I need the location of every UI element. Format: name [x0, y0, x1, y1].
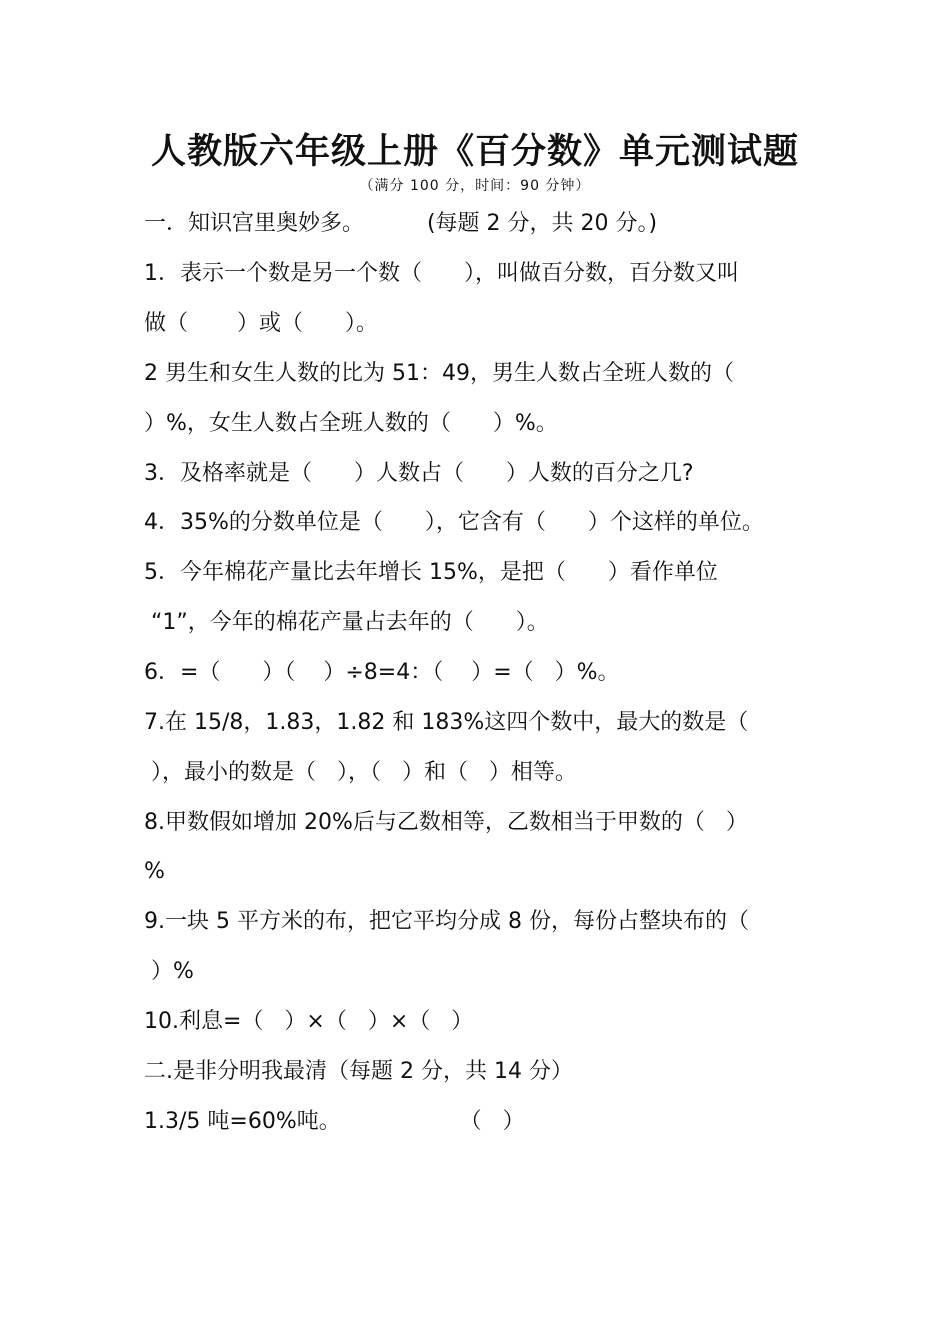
question-7-line-2: ），最小的数是（ ），（ ）和（ ）相等。	[144, 760, 577, 785]
section-two-heading: 二.是非分明我最清（每题 2 分，共 14 分）	[144, 1059, 573, 1084]
question-2-line-2: ）%，女生人数占全班人数的（ ）%。	[144, 411, 558, 436]
question-10: 10.利息=（ ）×（ ）×（ ）	[144, 1009, 474, 1034]
question-9-line-2: ）%	[144, 959, 194, 984]
question-6: 6．=（ ）（ ）÷8=4：（ ）=（ ）%。	[144, 660, 620, 685]
document-subtitle: （满分 100 分，时间：90 分钟）	[359, 178, 591, 194]
section-one-heading: 一．知识宫里奥妙多。 (每题 2 分，共 20 分。)	[144, 211, 658, 236]
question-8-line-2: %	[144, 859, 165, 884]
question-8-line-1: 8.甲数假如增加 20%后与乙数相等，乙数相当于甲数的（ ）	[144, 810, 748, 835]
question-9-line-1: 9.一块 5 平方米的布，把它平均分成 8 份，每份占整块布的（	[144, 909, 749, 934]
question-5-line-2: “1”，今年的棉花产量占去年的（ ）。	[144, 610, 549, 635]
true-false-question-1: 1.3/5 吨=60%吨。 （ ）	[144, 1109, 525, 1134]
question-4: 4．35%的分数单位是（ ），它含有（ ）个这样的单位。	[144, 510, 764, 535]
question-3: 3．及格率就是（ ）人数占（ ）人数的百分之几?	[144, 461, 694, 486]
question-2-line-1: 2 男生和女生人数的比为 51：49，男生人数占全班人数的（	[144, 361, 734, 386]
question-1-line-1: 1．表示一个数是另一个数（ ），叫做百分数，百分数又叫	[144, 261, 739, 286]
question-7-line-1: 7.在 15/8，1.83，1.82 和 183%这四个数中，最大的数是（	[144, 710, 749, 735]
document-title: 人教版六年级上册《百分数》单元测试题	[150, 132, 799, 172]
question-1-line-2: 做（ ）或（ ）。	[144, 311, 378, 336]
question-5-line-1: 5．今年棉花产量比去年增长 15%，是把（ ）看作单位	[144, 560, 718, 585]
